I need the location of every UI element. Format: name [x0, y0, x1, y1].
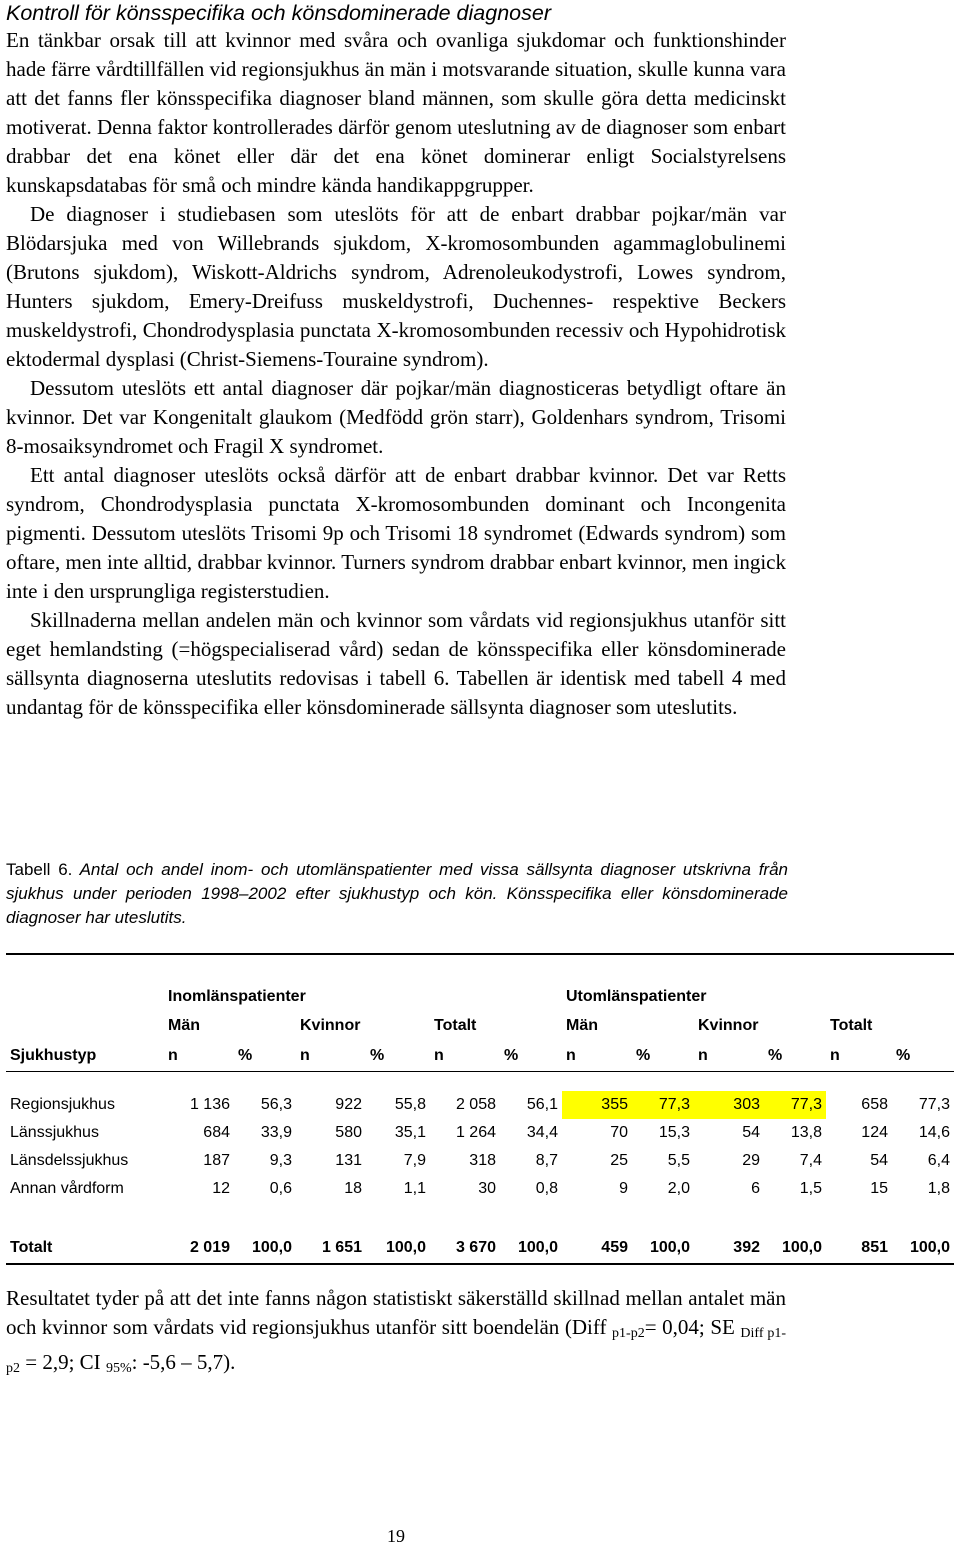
result-text: = 2,9; CI: [20, 1350, 106, 1374]
sub-header: Totalt: [434, 1017, 477, 1034]
paragraph: Ett antal diagnoser uteslöts också därför att de enbart drabbar kvinnor. Det var Retts syndrom, Chondrodysplasia punctata X-kromosombunden dominant och Incongenita pigmenti. Dessutom uteslöts Trisomi 9p och Trisomi 18 syndromet (Edwards syndrom) som oftare, men inte alltid, drabbar kvinnor. Turners syndrom drabbar enbart kvinnor, men ingick inte i den ursprungliga registerstudien.: [6, 463, 786, 603]
unit-header: n: [826, 1041, 892, 1072]
table-cell: 3 670: [430, 1233, 500, 1264]
row-label: Länssjukhus: [10, 1124, 99, 1141]
table-cell: 6: [751, 1180, 760, 1197]
unit-header: %: [500, 1041, 562, 1072]
table-cell: 34,4: [526, 1124, 558, 1141]
table-row: [6, 1091, 954, 1119]
table-unit-header-row: [6, 1041, 954, 1072]
highlighted-cell: 77,3: [764, 1091, 826, 1119]
table-cell: 29: [742, 1152, 760, 1169]
table-cell: 15: [870, 1180, 888, 1197]
table-cell: 100,0: [234, 1233, 296, 1264]
page-number: 19: [387, 1526, 405, 1546]
row-label: Totalt: [6, 1233, 164, 1264]
table-cell: 100,0: [632, 1233, 694, 1264]
table-cell: 14,6: [918, 1124, 950, 1141]
table-cell: 100,0: [500, 1233, 562, 1264]
table-cell: 33,9: [260, 1124, 292, 1141]
table-cell: 54: [870, 1152, 888, 1169]
table-cell: 1,8: [927, 1180, 950, 1197]
unit-header: %: [366, 1041, 430, 1072]
table-cell: 459: [562, 1233, 632, 1264]
table-cell: 851: [826, 1233, 892, 1264]
table-cell: 1 264: [455, 1124, 496, 1141]
result-subscript: 95%: [105, 1361, 132, 1376]
paragraph: Dessutom uteslöts ett antal diagnoser där pojkar/män diagnosticeras betydligt oftare än kvinnor. Det var Kongenitalt glaukom (Medfödd grön starr), Goldenhars syndrom, Trisomi 8-mosaiksyndromet och Fragil X syndromet.: [6, 376, 786, 458]
unit-header: %: [764, 1041, 826, 1072]
table-cell: 30: [478, 1180, 496, 1197]
result-subscript: Diff p1-p2: [6, 1326, 786, 1376]
table-cell: 70: [610, 1124, 628, 1141]
table-cell: 56,1: [526, 1096, 558, 1113]
highlighted-cell: 355: [562, 1091, 632, 1119]
table-cell: 9,3: [269, 1152, 292, 1169]
table-cell: 2 019: [164, 1233, 234, 1264]
table-cell: 131: [335, 1152, 362, 1169]
table-cell: 8,7: [535, 1152, 558, 1169]
table-cell: 1 136: [189, 1096, 230, 1113]
paragraph: Skillnaderna mellan andelen män och kvinnor som vårdats vid regionsjukhus utanför sitt eget hemlandsting (=högspecialiserad vård) sedan de könsspecifika eller könsdominerade sällsynta diagnoserna uteslutits redovisas i tabell 6. Tabellen är identisk med tabell 4 med undantag för de könsspecifika eller könsdominerade sällsynta diagnoser som uteslutits.: [6, 608, 786, 719]
table-cell: 100,0: [764, 1233, 826, 1264]
table-cell: 55,8: [394, 1096, 426, 1113]
unit-header: n: [296, 1041, 366, 1072]
result-paragraph: [6, 1284, 786, 1383]
unit-header: n: [164, 1041, 234, 1072]
table-cell: 100,0: [366, 1233, 430, 1264]
table-total-row: [6, 1233, 954, 1264]
sub-header: Totalt: [830, 1017, 873, 1034]
table-cell: 580: [335, 1124, 362, 1141]
unit-header: %: [234, 1041, 296, 1072]
table-cell: 922: [335, 1096, 362, 1113]
paragraph: De diagnoser i studiebasen som uteslöts för att de enbart drabbar pojkar/män var Blödarsjuka med von Willebrands sjukdom, X-kromosombunden agammaglobulinemi (Brutons sjukdom), Wiskott-Aldrichs syndrom, Adrenoleukodystrofi, Lowes syndrom, Hunters sjukdom, Emery-Dreifuss muskeldystrofi, Duchennes- respektive Beckers muskeldystrofi, Chondrodysplasia punctata X-kromosombunden recessiv och Hypohidrotisk ektodermal dysplasi (Christ-Siemens-Touraine syndrom).: [6, 202, 786, 371]
table-caption-text: Antal och andel inom- och utomlänspatienter med vissa sällsynta diagnoser utskrivna från sjukhus under perioden 1998–2002 efter sjukhustyp och kön. Könsspecifika eller könsdominerade diagnoser har uteslutits.: [6, 860, 789, 927]
table-cell: 18: [344, 1180, 362, 1197]
table-cell: 15,3: [658, 1124, 690, 1141]
row-label: Annan vårdform: [10, 1180, 124, 1197]
sub-header: Män: [566, 1017, 598, 1034]
row-label: Länsdelssjukhus: [10, 1152, 129, 1169]
group-header-inom: Inomlänspatienter: [168, 988, 306, 1005]
highlighted-cell: 303: [694, 1091, 764, 1119]
table-cell: 124: [861, 1124, 888, 1141]
unit-header: n: [430, 1041, 500, 1072]
body-text: [6, 26, 786, 722]
sub-header: Kvinnor: [300, 1017, 361, 1034]
table-cell: 658: [861, 1096, 888, 1113]
table-cell: 684: [203, 1124, 230, 1141]
table-cell: 6,4: [927, 1152, 950, 1169]
unit-header: %: [632, 1041, 694, 1072]
table-cell: 1 651: [296, 1233, 366, 1264]
result-text: : -5,6 – 5,7).: [131, 1350, 236, 1374]
result-text: = 0,04; SE: [644, 1315, 741, 1339]
section-heading: Kontroll för könsspecifika och könsdominerade diagnoser: [6, 1, 551, 25]
unit-header: n: [694, 1041, 764, 1072]
table-cell: 12: [212, 1180, 230, 1197]
table-sub-header-row: [6, 1011, 954, 1041]
table-cell: 25: [610, 1152, 628, 1169]
group-header-utom: Utomlänspatienter: [566, 988, 707, 1005]
unit-header: n: [562, 1041, 632, 1072]
table-cell: 56,3: [260, 1096, 292, 1113]
table-cell: 5,5: [667, 1152, 690, 1169]
table-cell: 54: [742, 1124, 760, 1141]
result-text: Resultatet tyder på att det inte fanns någon statistiskt säkerställd skillnad mellan antalet män och kvinnor som vårdats vid regionsjukhus utanför sitt boendelän (Diff: [6, 1286, 786, 1339]
data-table: [6, 953, 954, 1265]
table-cell: 1,5: [799, 1180, 822, 1197]
table-cell: 0,8: [535, 1180, 558, 1197]
row-header: Sjukhustyp: [6, 1041, 164, 1072]
table-cell: 2 058: [455, 1096, 496, 1113]
sub-header: Kvinnor: [698, 1017, 759, 1034]
table-cell: 318: [469, 1152, 496, 1169]
table-cell: 9: [619, 1180, 628, 1197]
sub-header: Män: [168, 1017, 200, 1034]
table-row: [6, 1147, 954, 1175]
unit-header: %: [892, 1041, 954, 1072]
row-label: Regionsjukhus: [10, 1096, 115, 1113]
paragraph: En tänkbar orsak till att kvinnor med svåra och ovanliga sjukdomar och funktionshinder hade färre vårdtillfällen vid regionsjukhus än män i motsvarande situation, skulle kunna vara att det fanns fler könsspecifika diagnoser bland männen, som skulle göra detta medicinskt motiverat. Denna faktor kontrollerades därför genom uteslutning av de diagnoser som enbart drabbar det ena könet eller där det ena könet dominerar enligt Socialstyrelsens kunskapsdatabas för små och mindre kända handikappgrupper.: [6, 28, 786, 197]
table-cell: 35,1: [394, 1124, 426, 1141]
table-cell: 7,4: [799, 1152, 822, 1169]
table-cell: 1,1: [403, 1180, 426, 1197]
table-cell: 100,0: [892, 1233, 954, 1264]
table-cell: 7,9: [403, 1152, 426, 1169]
table-cell: 77,3: [918, 1096, 950, 1113]
table-cell: 0,6: [269, 1180, 292, 1197]
table-row: [6, 1175, 954, 1203]
table-caption: [6, 858, 788, 930]
table-cell: 187: [203, 1152, 230, 1169]
table-group-header-row: [6, 983, 954, 1011]
table-cell: 392: [694, 1233, 764, 1264]
result-subscript: p1-p2: [612, 1326, 645, 1341]
table-caption-label: Tabell 6.: [6, 860, 73, 879]
table-row: [6, 1119, 954, 1147]
table-cell: 2,0: [667, 1180, 690, 1197]
highlighted-cell: 77,3: [632, 1091, 694, 1119]
table-cell: 13,8: [790, 1124, 822, 1141]
